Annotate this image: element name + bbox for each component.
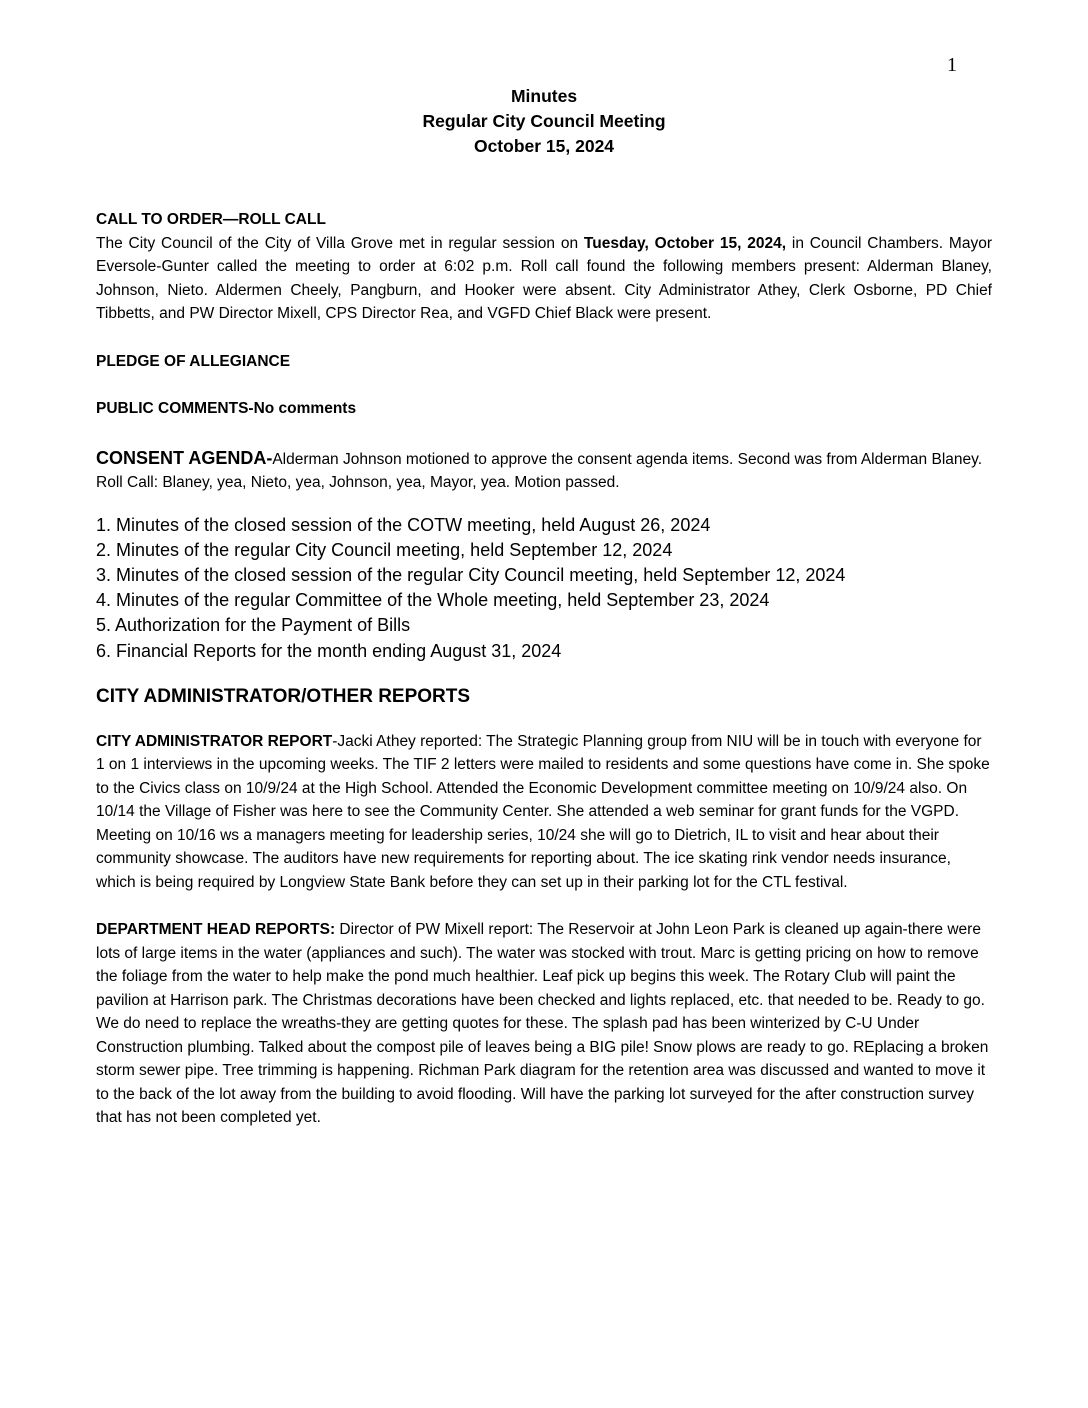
admin-report-paragraph xyxy=(96,730,992,895)
dept-report-label: DEPARTMENT HEAD REPORTS: xyxy=(96,921,336,939)
consent-item: 1. Minutes of the closed session of the COTW meeting, held August 26, 2024 xyxy=(96,514,711,535)
reports-heading: CITY ADMINISTRATOR/OTHER REPORTS xyxy=(96,685,471,707)
document-title: Minutes xyxy=(510,86,578,106)
consent-item: 5. Authorization for the Payment of Bills xyxy=(96,615,411,636)
consent-item: 3. Minutes of the closed session of the regular City Council meeting, held September 12, 2024 xyxy=(96,564,846,585)
admin-report-label: CITY ADMINISTRATOR REPORT xyxy=(96,732,333,750)
pledge-section xyxy=(96,350,992,374)
consent-item: 2. Minutes of the regular City Council meeting, held September 12, 2024 xyxy=(96,539,673,560)
call-to-order-paragraph xyxy=(96,232,992,326)
consent-agenda-label: CONSENT AGENDA- xyxy=(96,447,273,468)
meeting-date-bold: Tuesday, October 15, 2024, xyxy=(583,234,787,252)
call-to-order-section xyxy=(96,208,992,326)
public-comments-heading: PUBLIC COMMENTS-No comments xyxy=(96,400,357,417)
page-number: 1 xyxy=(947,54,957,76)
consent-item: 4. Minutes of the regular Committee of the Whole meeting, held September 23, 2024 xyxy=(96,590,770,611)
dept-report-paragraph xyxy=(96,918,992,1130)
document-date: October 15, 2024 xyxy=(473,136,615,156)
admin-report-text: -Jacki Athey reported: The Strategic Planning group from NIU will be in touch with everyone for 1 on 1 interviews in the upcoming weeks. The TIF 2 letters were mailed to residents and some questions have come in. She spoke to the Civics class on 10/9/24 at the High School. Attended the Economic Development committee meeting on 10/9/24 also. On 10/14 the Village of Fisher was here to see the Community Center. She attended a web seminar for grant funds for the VGPD. Meeting on 10/16 ws a managers meeting for leadership series, 10/24 she will go to Dietrich, IL to visit and hear about their community showcase. The auditors have new requirements for reporting about. The ice skating rink vendor needs insurance, which is being required by Longview State Bank before they can set up in their parking lot for the CTL festival. xyxy=(96,732,990,891)
dept-report-text: Director of PW Mixell report: The Reservoir at John Leon Park is cleaned up again-there were lots of large items in the water (appliances and such). The water was stocked with trout. Marc is getting pricing on how to remove the foliage from the water to help make the pond much healthier. Leaf pick up begins this week. The Rotary Club will paint the pavilion at Harrison park. The Christmas decorations have been checked and lights replaced, etc. that needed to be. Ready to go. We do need to replace the wreaths-they are getting quotes for these. The splash pad has been winterized by C-U Under Construction plumbing. Talked about the compost pile of leaves being a BIG pile! Snow plows are ready to go. REplacing a broken storm sewer pipe. Tree trimming is happening. Richman Park diagram for the retention area was discussed and wanted to move it to the back of the lot away from the building to avoid flooding. Will have the parking lot surveyed for the after construction survey that has not been completed yet. xyxy=(96,921,989,1127)
public-comments-section xyxy=(96,397,992,421)
reports-section xyxy=(96,684,992,1130)
call-to-order-heading: CALL TO ORDER—ROLL CALL xyxy=(96,211,326,228)
consent-agenda-text: Alderman Johnson motioned to approve the consent agenda items. Second was from Alderman Blaney. Roll Call: Blaney, yea, Nieto, yea, Johnson, yea, Mayor, yea. Motion passed. xyxy=(96,450,983,491)
consent-agenda-section xyxy=(96,447,992,664)
consent-item: 6. Financial Reports for the month ending August 31, 2024 xyxy=(96,640,562,661)
consent-agenda-items xyxy=(96,513,992,664)
call-to-order-text-after: in Council Chambers. Mayor Eversole-Gunter called the meeting to order at 6:02 p.m. Roll call found the following members present: Alderman Blaney, Johnson, Nieto. Aldermen Cheely, Pangburn, and Hooker were absent. City Administrator Athey, Clerk Osborne, PD Chief Tibbetts, and PW Director Mixell, CPS Director Rea, and VGFD Chief Black were present. xyxy=(96,234,992,322)
consent-agenda-paragraph xyxy=(96,447,992,495)
document-body xyxy=(96,208,992,1130)
pledge-heading: PLEDGE OF ALLEGIANCE xyxy=(96,352,291,370)
document-header xyxy=(0,84,1088,159)
call-to-order-text-before: The City Council of the City of Villa Grove met in regular session on xyxy=(96,234,584,252)
document-subtitle: Regular City Council Meeting xyxy=(422,111,666,131)
